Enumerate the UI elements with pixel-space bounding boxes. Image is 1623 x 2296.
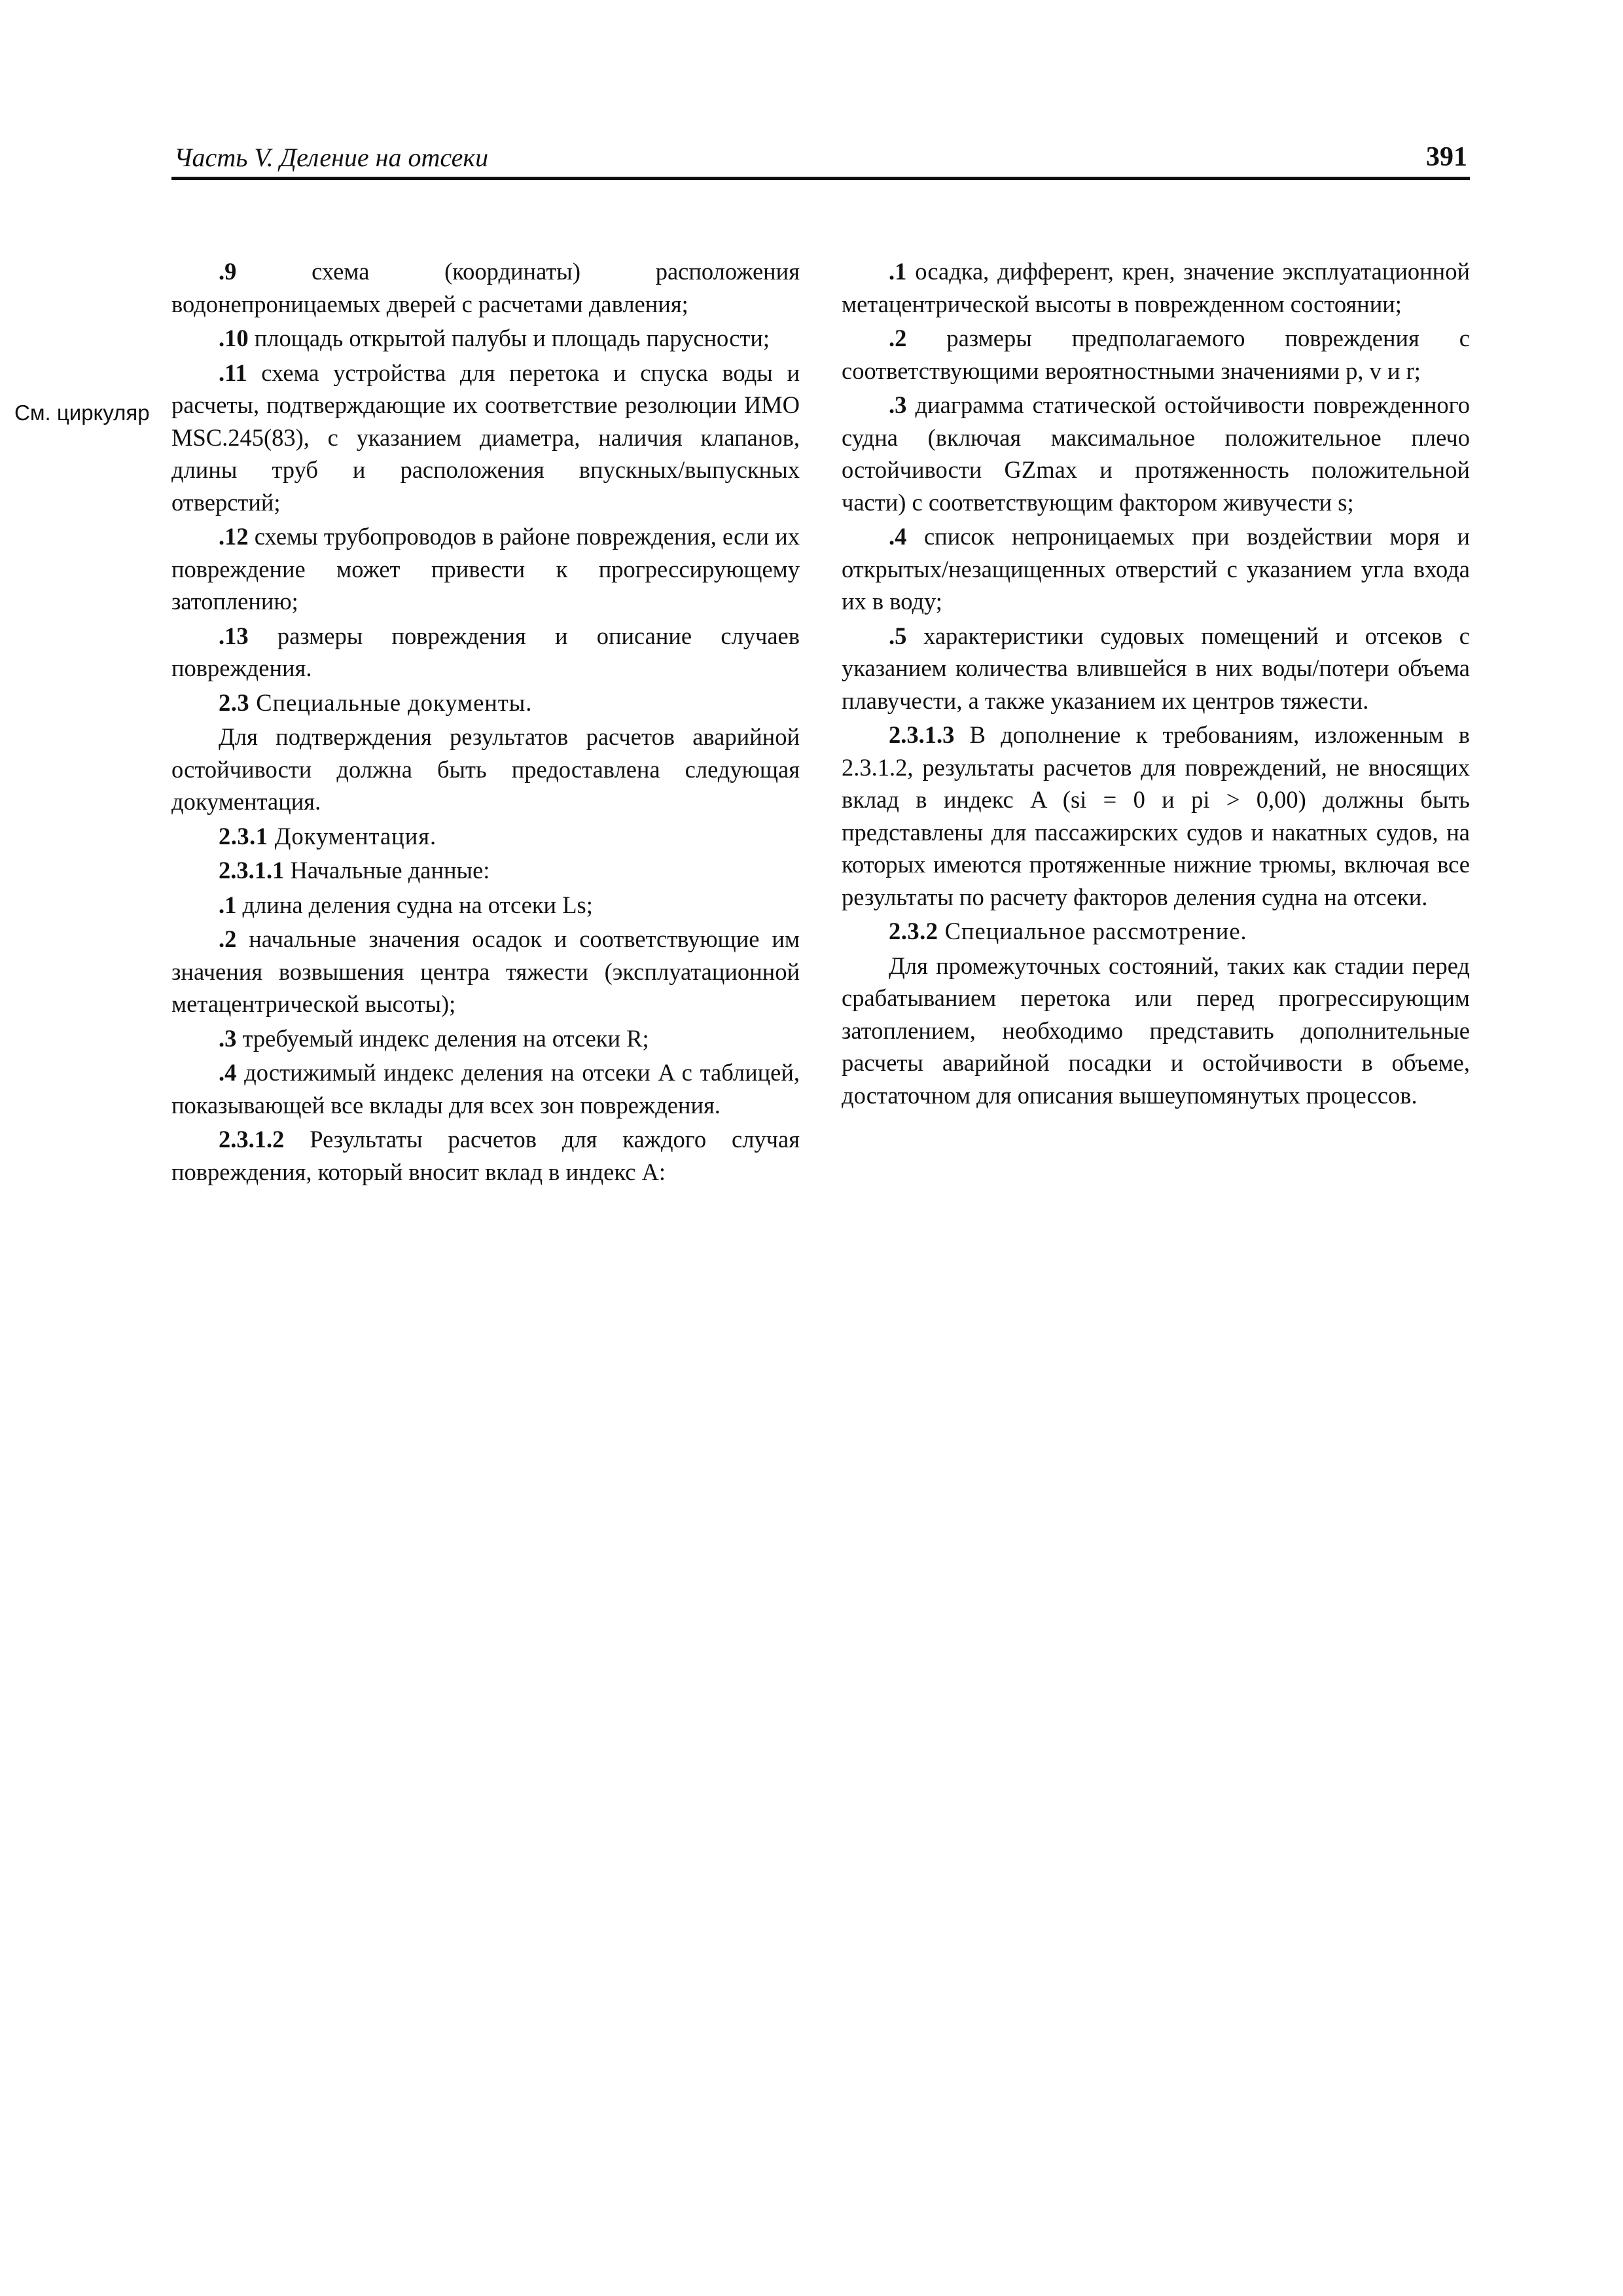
paragraph-text: Начальные данные: (284, 857, 490, 884)
paragraph-text: длина деления судна на отсеки Ls; (236, 891, 593, 918)
paragraph-text: список непроницаемых при воздействии моря и открытых/незащищенных отверстий с указанием угла входа их в воду; (842, 523, 1470, 615)
paragraph (171, 255, 800, 320)
clause-number: .1 (889, 258, 907, 285)
paragraph (171, 889, 800, 922)
paragraph (171, 520, 800, 618)
paragraph (171, 854, 800, 887)
paragraph (842, 520, 1470, 618)
paragraph-text: начальные значения осадок и соответствующие им значения возвышения центра тяжести (эксплуатационной метацентрической высоты); (171, 925, 800, 1017)
clause-number: .11 (219, 359, 247, 386)
paragraph-text: достижимый индекс деления на отсеки A с таблицей, показывающей все вклады для всех зон повреждения. (171, 1059, 800, 1119)
clause-number: .4 (889, 523, 907, 550)
paragraph-text: размеры повреждения и описание случаев повреждения. (171, 622, 800, 681)
paragraph (171, 1123, 800, 1188)
clause-number: .1 (219, 891, 237, 918)
paragraph (842, 620, 1470, 717)
paragraph-text: диаграмма статической остойчивости поврежденного судна (включая максимальное положительное плечо остойчивости GZmax и протяженность положительной части) с соответствующим фактором живучести s; (842, 391, 1470, 516)
margin-note: См. циркуляр (14, 401, 150, 425)
paragraph (171, 1056, 800, 1121)
paragraph (171, 1022, 800, 1055)
clause-number: .10 (219, 325, 249, 351)
paragraph-text: осадка, дифферент, крен, значение эксплуатационной метацентрической высоты в поврежденном состоянии; (842, 258, 1470, 317)
left-column (171, 255, 800, 1190)
paragraph (842, 322, 1470, 387)
paragraph (842, 915, 1470, 948)
page-number: 391 (1426, 142, 1467, 172)
paragraph-text: схемы трубопроводов в районе повреждения, если их повреждение может привести к прогрессирующему затоплению; (171, 523, 800, 615)
paragraph (842, 389, 1470, 518)
paragraph-text: схема (координаты) расположения водонепроницаемых дверей с расчетами давления; (171, 258, 800, 317)
paragraph (171, 687, 800, 719)
paragraph-text: размеры предполагаемого повреждения с соответствующими вероятностными значениями p, v и r; (842, 325, 1470, 384)
paragraph (171, 820, 800, 853)
paragraph (171, 322, 800, 355)
clause-number: 2.3.1.2 (219, 1126, 285, 1153)
paragraph (171, 357, 800, 519)
paragraph-text: Для подтверждения результатов расчетов аварийной остойчивости должна быть предоставлена следующая документация. (171, 723, 800, 815)
clause-number: .3 (889, 391, 907, 418)
paragraph (171, 923, 800, 1020)
clause-number: .12 (219, 523, 249, 550)
clause-number: .4 (219, 1059, 237, 1086)
clause-number: .2 (219, 925, 237, 952)
paragraph (842, 950, 1470, 1112)
clause-number: .9 (219, 258, 237, 285)
paragraph-text: площадь открытой палубы и площадь парусности; (248, 325, 770, 351)
paragraph (842, 255, 1470, 320)
paragraph-text: В дополнение к требованиям, изложенным в 2.3.1.2, результаты расчетов для повреждений, не вносящих вклад в индекс A (si = 0 и pi > 0,00) должны быть представлены для пассажирских судов и накатных судов, на которых имеются протяженные нижние трюмы, включая все результаты по расчету факторов деления судна на отсеки. (842, 721, 1470, 910)
section-heading-text: Специальные документы. (249, 689, 533, 716)
paragraph (842, 719, 1470, 913)
clause-number: 2.3 (219, 689, 250, 716)
paragraph-text: Результаты расчетов для каждого случая повреждения, который вносит вклад в индекс A: (171, 1126, 800, 1185)
paragraph-text: схема устройства для перетока и спуска воды и расчеты, подтверждающие их соответствие резолюции ИМО MSC.245(83), с указанием диаметра, наличия клапанов, длины труб и расположения впускных/выпускных отверстий; (171, 359, 800, 516)
paragraph (171, 721, 800, 818)
paragraph-text: характеристики судовых помещений и отсеков с указанием количества влившейся в них воды/потери объема плавучести, а также указанием их центров тяжести. (842, 622, 1470, 714)
section-heading-text: Документация. (268, 822, 437, 850)
paragraph (171, 620, 800, 685)
running-title: Часть V. Деление на отсеки (174, 143, 489, 172)
clause-number: 2.3.1 (219, 822, 268, 850)
right-column (842, 255, 1470, 1113)
clause-number: 2.3.1.3 (889, 721, 955, 748)
section-heading-text: Специальное рассмотрение. (938, 918, 1247, 944)
running-header (171, 139, 1470, 180)
paragraph-text: Для промежуточных состояний, таких как стадии перед срабатыванием перетока или перед прогрессирующим затоплением, необходимо представить дополнительные расчеты аварийной посадки и остойчивости в объеме, достаточном для описания вышеупомянутых процессов. (842, 952, 1470, 1109)
clause-number: .13 (219, 622, 249, 649)
clause-number: .3 (219, 1024, 237, 1052)
clause-number: 2.3.2 (889, 918, 938, 944)
clause-number: .2 (889, 325, 907, 351)
paragraph-text: требуемый индекс деления на отсеки R; (236, 1024, 649, 1052)
clause-number: .5 (889, 622, 907, 649)
clause-number: 2.3.1.1 (219, 857, 285, 884)
